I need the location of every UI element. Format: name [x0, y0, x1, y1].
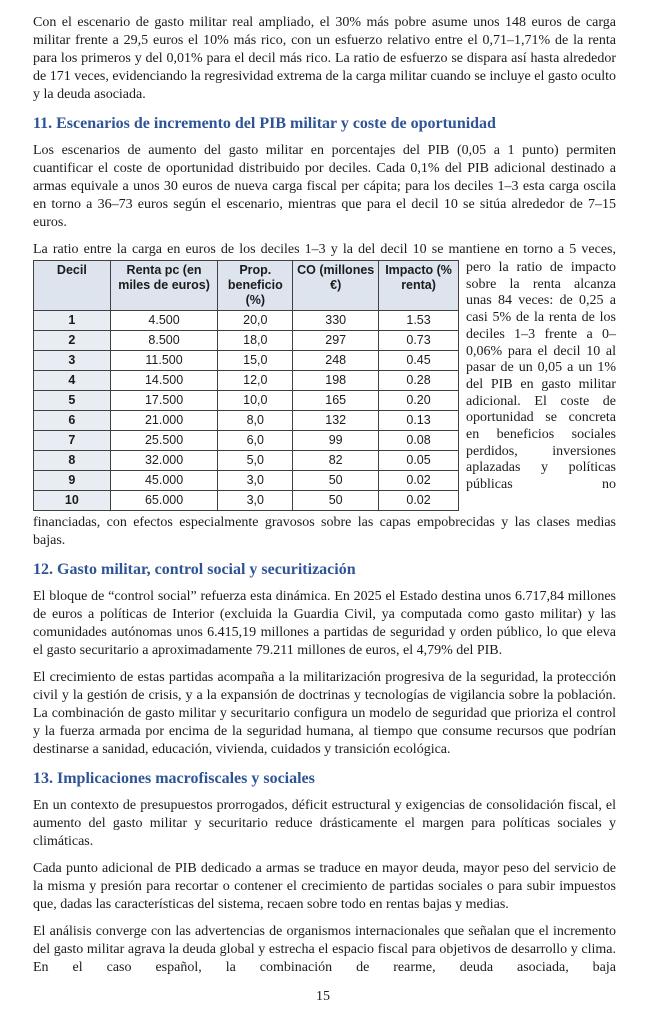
decil-cell: 4	[34, 371, 111, 391]
value-cell: 18,0	[218, 331, 293, 351]
table-row	[34, 331, 459, 351]
table-header-row	[34, 261, 459, 311]
value-cell: 0.02	[379, 491, 459, 511]
value-cell: 0.73	[379, 331, 459, 351]
section-12-paragraph-1: El bloque de “control social” refuerza esta dinámica. En 2025 el Estado destina unos 6.717,84 millones de euros a políticas de Interior (excluida la Guardia Civil, ya computada como gasto militar) y las comunidades autónomas unos 6.415,19 millones a partidas de seguridad y orden público, lo que eleva el gasto securitario a aproximadamente 79.211 millones de euros, el 4,79% del PIB.	[33, 589, 616, 658]
section-11-paragraph-2-lead: La ratio entre la carga en euros de los deciles 1–3 y la del decil 10 se mantiene en torno a 5 veces,	[33, 242, 616, 257]
intro-paragraph: Con el escenario de gasto militar real ampliado, el 30% más pobre asume unos 148 euros de carga militar frente a 29,5 euros el 10% más rico, con un esfuerzo relativo entre el 0,71–1,71% de la renta para los primeros y del 0,01% para el decil más rico. La ratio de esfuerzo se dispara así hasta alrededor de 171 veces, evidenciando la regresividad extrema de la carga militar cuando se incluye el gasto oculto y la deuda asociada.	[33, 15, 616, 102]
section-13-paragraph-2: Cada punto adicional de PIB dedicado a armas se traduce en mayor deuda, mayor peso del servicio de la misma y presión para recortar o contener el crecimiento de partidas sociales o para subir impuestos que, dadas las características del sistema, recaen sobre todo en rentas bajas y medias.	[33, 861, 616, 912]
section-12-heading: 12. Gasto militar, control social y securitización	[33, 561, 356, 578]
value-cell: 20,0	[218, 311, 293, 331]
decil-cell: 9	[34, 471, 111, 491]
value-cell: 15,0	[218, 351, 293, 371]
value-cell: 297	[293, 331, 379, 351]
table-body	[34, 311, 459, 511]
decil-cell: 5	[34, 391, 111, 411]
value-cell: 6,0	[218, 431, 293, 451]
section-11-paragraph-2-tail: financiadas, con efectos especialmente gravosos sobre las capas empobrecidas y las clases medias bajas.	[33, 515, 616, 548]
value-cell: 198	[293, 371, 379, 391]
table-row	[34, 351, 459, 371]
value-cell: 25.500	[110, 431, 218, 451]
value-cell: 330	[293, 311, 379, 331]
section-11-heading: 11. Escenarios de incremento del PIB militar y coste de oportunidad	[33, 115, 496, 132]
decil-cell: 3	[34, 351, 111, 371]
column-header: Impacto (% renta)	[379, 261, 459, 311]
value-cell: 65.000	[110, 491, 218, 511]
value-cell: 4.500	[110, 311, 218, 331]
section-13-paragraph-1: En un contexto de presupuestos prorrogados, déficit estructural y exigencias de consolidación fiscal, el aumento del gasto militar y securitario reduce drásticamente el margen para políticas sociales y climáticas.	[33, 798, 616, 849]
value-cell: 0.45	[379, 351, 459, 371]
value-cell: 32.000	[110, 451, 218, 471]
value-cell: 165	[293, 391, 379, 411]
value-cell: 0.08	[379, 431, 459, 451]
value-cell: 8.500	[110, 331, 218, 351]
value-cell: 3,0	[218, 491, 293, 511]
value-cell: 132	[293, 411, 379, 431]
value-cell: 14.500	[110, 371, 218, 391]
value-cell: 5,0	[218, 451, 293, 471]
column-header: Decil	[34, 261, 111, 311]
value-cell: 82	[293, 451, 379, 471]
table-row	[34, 471, 459, 491]
value-cell: 99	[293, 431, 379, 451]
table-row	[34, 391, 459, 411]
section-11-paragraph-1: Los escenarios de aumento del gasto militar en porcentajes del PIB (0,05 a 1 punto) permiten cuantificar el coste de oportunidad distribuido por deciles. Cada 0,1% del PIB adicional destinado a armas equivale a unos 30 euros de nueva carga fiscal per cápita; para los deciles 1–3 esta carga oscila en torno a 36–73 euros según el escenario, mientras que para el decil 10 se sitúa alrededor de 7–15 euros.	[33, 143, 616, 230]
value-cell: 0.13	[379, 411, 459, 431]
section-13-paragraph-3: El análisis converge con las advertencias de organismos internacionales que señalan que el incremento del gasto militar agrava la deuda global y estrecha el espacio fiscal para objetivos de desarrollo y clima. En el caso español, la combinación de rearme, deuda asociada, baja	[33, 924, 616, 975]
section-12-paragraph-2: El crecimiento de estas partidas acompaña a la militarización progresiva de la seguridad, la protección civil y la gestión de crisis, y a la expansión de doctrinas y tecnologías de vigilancia sobre la población. La combinación de gasto militar y securitario configura un modelo de seguridad que prioriza el control y la fuerza armada por encima de la seguridad humana, al tiempo que consume recursos que podrían destinarse a sanidad, educación, vivienda, cuidados y transición ecológica.	[33, 670, 616, 757]
decil-cell: 1	[34, 311, 111, 331]
value-cell: 248	[293, 351, 379, 371]
decil-cell: 7	[34, 431, 111, 451]
section-11-side-text: pero la ratio de impacto sobre la renta alcanza unas 84 veces: de 0,25 a casi 5% de la renta de los deciles 1–3 frente a 0–0,06% para el decil 10 al pasar de un 0,05 a un 1% del PIB en gasto militar adicional. El coste de oportunidad se concreta en beneficios sociales perdidos, inversiones aplazadas y políticas públicas no	[466, 260, 616, 493]
table-row	[34, 451, 459, 471]
value-cell: 17.500	[110, 391, 218, 411]
value-cell: 1.53	[379, 311, 459, 331]
decil-cell: 6	[34, 411, 111, 431]
value-cell: 0.02	[379, 471, 459, 491]
table-row	[34, 371, 459, 391]
table-row	[34, 491, 459, 511]
section-13-heading: 13. Implicaciones macrofiscales y sociales	[33, 770, 315, 787]
column-header: Prop. beneficio (%)	[218, 261, 293, 311]
value-cell: 45.000	[110, 471, 218, 491]
decile-cost-table	[33, 260, 459, 511]
decil-cell: 2	[34, 331, 111, 351]
value-cell: 21.000	[110, 411, 218, 431]
value-cell: 0.28	[379, 371, 459, 391]
column-header: CO (millones €)	[293, 261, 379, 311]
table-row	[34, 431, 459, 451]
value-cell: 0.05	[379, 451, 459, 471]
table-row	[34, 311, 459, 331]
column-header: Renta pc (en miles de euros)	[110, 261, 218, 311]
value-cell: 3,0	[218, 471, 293, 491]
table-row	[34, 411, 459, 431]
value-cell: 50	[293, 471, 379, 491]
value-cell: 12,0	[218, 371, 293, 391]
decil-cell: 8	[34, 451, 111, 471]
value-cell: 8,0	[218, 411, 293, 431]
value-cell: 10,0	[218, 391, 293, 411]
value-cell: 11.500	[110, 351, 218, 371]
decil-cell: 10	[34, 491, 111, 511]
page-number: 15	[316, 989, 330, 1004]
value-cell: 50	[293, 491, 379, 511]
table-and-sidetext-row	[33, 260, 616, 511]
value-cell: 0.20	[379, 391, 459, 411]
